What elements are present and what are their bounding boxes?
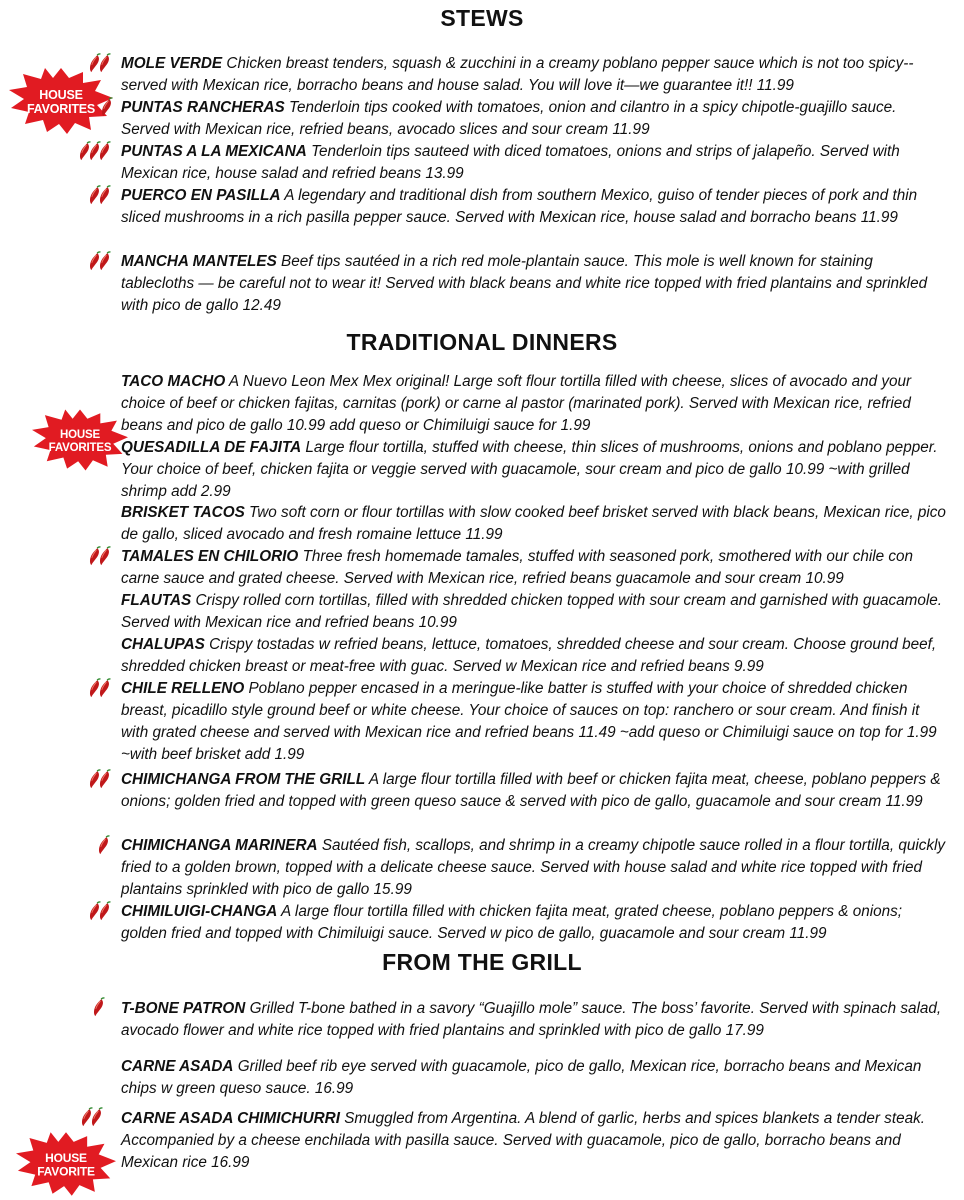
- chili-pepper-icon: [98, 141, 112, 161]
- chili-pepper-icon: [97, 835, 111, 855]
- chili-pepper-icon: [98, 678, 112, 698]
- menu-item-chile-relleno: [121, 678, 946, 766]
- pepper-heat-icons: [80, 1107, 100, 1127]
- pepper-heat-icons: [88, 678, 108, 698]
- dish-name: T-BONE PATRON: [121, 1000, 246, 1017]
- dish-name: CARNE ASADA: [121, 1058, 234, 1075]
- menu-item-tamales-en-chilorio: [121, 546, 946, 590]
- menu-item-mole-verde: [121, 53, 946, 97]
- dish-name: CHALUPAS: [121, 636, 205, 653]
- house-favorites-badge: [9, 68, 113, 134]
- chili-pepper-icon: [98, 53, 112, 73]
- pepper-heat-icons: [88, 251, 108, 271]
- menu-item-chimichanga-marinera: [121, 835, 946, 901]
- pepper-heat-icons: [88, 53, 108, 73]
- dish-description: Poblano pepper encased in a meringue-like batter is stuffed with your choice of shredded chicken breast, picadillo style ground beef or white cheese. Your choice of sauces on top: ranchero or sour cream. And finish it with grated cheese and served with Mexican rice and refried beans 11.49 ~add queso or Chimiluigi sauce on top for 1.99 ~with beef brisket add 1.99: [121, 680, 937, 763]
- dish-description: Crispy rolled corn tortillas, filled with shredded chicken topped with sour cream and garnished with guacamole. Served with Mexican rice and refried beans 10.99: [121, 592, 943, 631]
- house-favorites-badge: [32, 408, 128, 472]
- dish-name: PUNTAS A LA MEXICANA: [121, 143, 307, 160]
- dish-name: CHIMICHANGA FROM THE GRILL: [121, 771, 366, 788]
- badge-favorite-text: FAVORITE: [37, 1164, 95, 1179]
- dish-description: Three fresh homemade tamales, stuffed with seasoned pork, smothered with our chile con carne sauce and grated cheese. Served with Mexican rice, refried beans guacamole and sour cream 10.99: [121, 548, 914, 587]
- dish-description: Large flour tortilla, stuffed with cheese, thin slices of mushrooms, onions and poblano pepper. Your choice of beef, chicken fajita or veggie served with guacamole, sour cream and pico de gallo 10.99 ~with grilled shrimp add 2.99: [121, 439, 938, 500]
- dish-description: Grilled beef rib eye served with guacamole, pico de gallo, Mexican rice, borracho beans and Mexican chips w green queso sauce. 16.99: [121, 1058, 922, 1097]
- menu-item-chalupas: [121, 634, 946, 678]
- menu-item-taco-macho: [121, 371, 946, 437]
- pepper-heat-icons: [88, 769, 108, 789]
- dish-description: Tenderloin tips sauteed with diced tomatoes, onions and strips of jalapeño. Served with Mexican rice, house salad and refried beans 13.99: [121, 143, 900, 182]
- dish-name: TAMALES EN CHILORIO: [121, 548, 299, 565]
- dish-name: TACO MACHO: [121, 373, 226, 390]
- section-heading-from-the-grill: FROM THE GRILL: [382, 949, 582, 975]
- dish-description: Crispy tostadas w refried beans, lettuce, tomatoes, shredded cheese and sour cream. Choose ground beef, shredded chicken breast or meat-free with guac. Served w Mexican rice and refried beans 9.99: [121, 636, 937, 675]
- dish-description: A Nuevo Leon Mex Mex original! Large soft flour tortilla filled with cheese, slices of avocado and your choice of beef or chicken fajitas, carnitas (pork) or carne al pastor (marinated pork). Served with Mexican rice, refried beans and pico de gallo 10.99 add queso or Chimiluigi sauce for 1.99: [121, 373, 912, 434]
- dish-description: Chicken breast tenders, squash & zucchini in a creamy poblano pepper sauce which is not too spicy-- served with Mexican rice, borracho beans and house salad. You will love it—we guarantee it!! 11.99: [121, 55, 914, 94]
- chili-pepper-icon: [100, 97, 114, 117]
- chili-pepper-icon: [98, 546, 112, 566]
- section-heading-stews: STEWS: [440, 5, 524, 31]
- dish-name: CHILE RELLENO: [121, 680, 245, 697]
- dish-description: A large flour tortilla filled with beef or chicken fajita meat, cheese, poblano peppers & onions; golden fried and topped with green queso sauce & served with pico de gallo, guacamole and sour cream 11.99: [121, 771, 941, 810]
- badge-house-text: HOUSE: [45, 1151, 87, 1166]
- badge-house-text: HOUSE: [39, 88, 83, 102]
- menu-item-carne-asada-chimichurri: [121, 1108, 946, 1174]
- chili-pepper-icon: [98, 251, 112, 271]
- pepper-heat-icons: [88, 546, 108, 566]
- badge-favorites-text: FAVORITES: [48, 442, 112, 455]
- dish-description: A legendary and traditional dish from southern Mexico, guiso of tender pieces of pork and thin sliced mushrooms in a rich pasilla pepper sauce. Served with Mexican rice, house salad and borracho beans 11.99: [121, 187, 918, 226]
- pepper-heat-icons: [78, 141, 108, 161]
- dish-description: Grilled T-bone bathed in a savory “Guajillo mole” sauce. The boss’ favorite. Served with spinach salad, avocado flower and white rice topped with fried plantains and sprinkled with pico de gallo 17.99: [121, 1000, 942, 1039]
- menu-item-chimiluigi-changa: [121, 901, 946, 945]
- dish-name: CHIMILUIGI-CHANGA: [121, 903, 278, 920]
- menu-item-chimichanga-from-the-grill: [121, 769, 946, 813]
- chili-pepper-icon: [98, 185, 112, 205]
- dish-name: MANCHA MANTELES: [121, 253, 277, 270]
- chili-pepper-icon: [98, 769, 112, 789]
- dish-name: BRISKET TACOS: [121, 504, 245, 521]
- menu-item-puntas-a-la-mexicana: [121, 141, 946, 185]
- dish-name: CHIMICHANGA MARINERA: [121, 837, 318, 854]
- dish-description: Tenderloin tips cooked with tomatoes, onion and cilantro in a spicy chipotle-guajillo sauce. Served with Mexican rice, refried beans, avocado slices and sour cream 11.99: [121, 99, 897, 138]
- dish-name: MOLE VERDE: [121, 55, 223, 72]
- dish-name: PUNTAS RANCHERAS: [121, 99, 285, 116]
- dish-name: FLAUTAS: [121, 592, 192, 609]
- dish-description: Beef tips sautéed in a rich red mole-plantain sauce. This mole is well known for staining tablecloths — be careful not to wear it! Served with black beans and white rice topped with fried plantains and sprinkled with pico de gallo 12.49: [121, 253, 928, 314]
- pepper-heat-icons: [88, 901, 108, 921]
- dish-name: CARNE ASADA CHIMICHURRI: [121, 1110, 340, 1127]
- dish-description: A large flour tortilla filled with chicken fajita meat, grated cheese, poblano peppers & onions; golden fried and topped with Chimiluigi sauce. Served w pico de gallo, guacamole and sour cream 11.99: [121, 903, 903, 942]
- pepper-heat-icons: [92, 997, 102, 1017]
- menu-item-puntas-rancheras: [121, 97, 946, 141]
- chili-pepper-icon: [90, 1107, 104, 1127]
- menu-item-mancha-manteles: [121, 251, 946, 317]
- dish-name: PUERCO EN PASILLA: [121, 187, 281, 204]
- chili-pepper-icon: [98, 901, 112, 921]
- dish-description: Two soft corn or flour tortillas with slow cooked beef brisket served with black beans, Mexican rice, pico de gallo, sliced avocado and fresh romaine lettuce 11.99: [121, 504, 946, 543]
- badge-favorites-text: FAVORITES: [26, 102, 96, 116]
- house-favorite-badge: [16, 1132, 116, 1196]
- menu-item-quesadilla-de-fajita: [121, 437, 946, 503]
- pepper-heat-icons: [100, 97, 110, 117]
- pepper-heat-icons: [97, 835, 107, 855]
- menu-item-t-bone-patron: [121, 998, 946, 1042]
- menu-item-flautas: [121, 590, 946, 634]
- chili-pepper-icon: [92, 997, 106, 1017]
- dish-description: Smuggled from Argentina. A blend of garlic, herbs and spices blankets a tender steak. Accompanied by a cheese enchilada with pasilla sauce. Served with guacamole, pico de gallo, borracho beans and Mexican rice 16.99: [121, 1110, 925, 1171]
- pepper-heat-icons: [88, 185, 108, 205]
- badge-house-text: HOUSE: [59, 429, 101, 442]
- menu-item-puerco-en-pasilla: [121, 185, 946, 229]
- menu-item-carne-asada: [121, 1056, 946, 1100]
- dish-name: QUESADILLA DE FAJITA: [121, 439, 302, 456]
- section-heading-traditional-dinners: TRADITIONAL DINNERS: [346, 329, 618, 355]
- menu-item-brisket-tacos: [121, 502, 946, 546]
- dish-description: Sautéed fish, scallops, and shrimp in a creamy chipotle sauce rolled in a flour tortilla, quickly fried to a golden brown, topped with a delicate cheese sauce. Served with house salad and white rice topped with fried plantains sprinkled with pico de gallo 15.99: [121, 837, 946, 898]
